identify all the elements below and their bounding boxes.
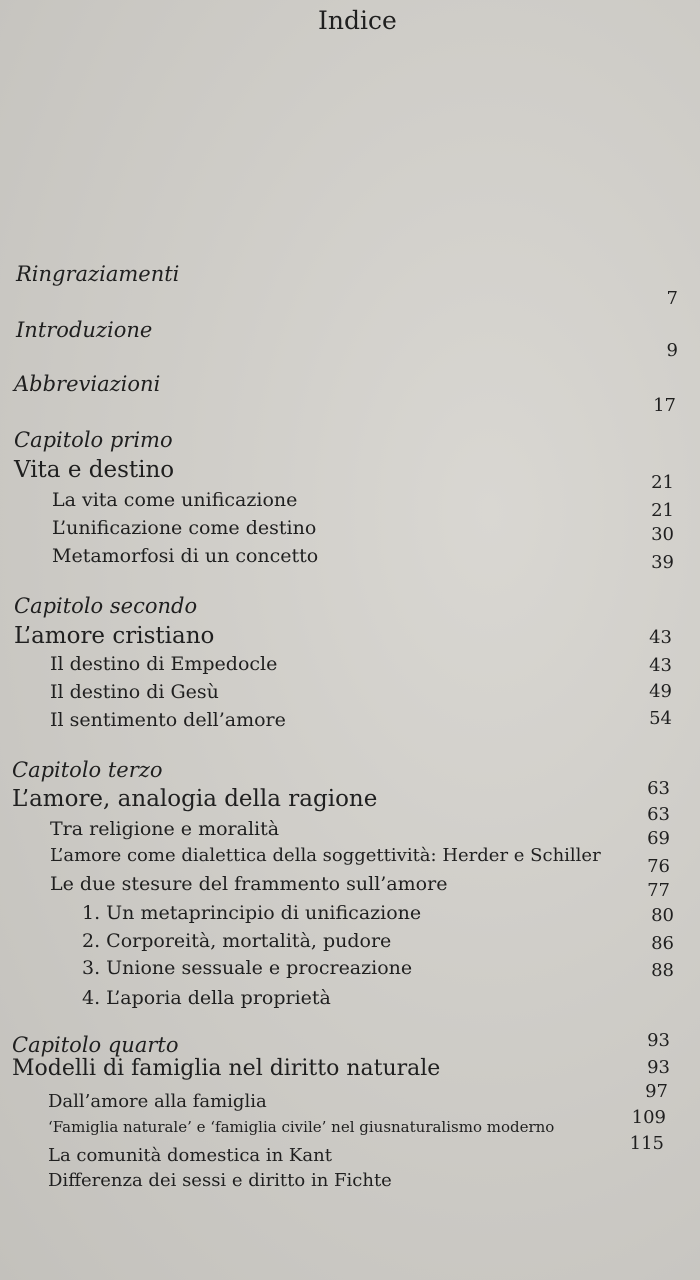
chapter-title: Vita e destino — [14, 457, 175, 483]
section-entry: L’unificazione come destino — [52, 517, 317, 539]
page-number: 39 — [651, 552, 674, 573]
chapter-kicker: Capitolo terzo — [12, 758, 163, 782]
page-number: 43 — [649, 627, 672, 648]
section-entry: Differenza dei sessi e diritto in Fichte — [48, 1170, 392, 1191]
section-entry: L’amore come dialettica della soggettività: Herder e Schiller — [50, 845, 601, 866]
chapter-kicker: Capitolo primo — [14, 428, 173, 452]
page-number: 115 — [629, 1133, 664, 1154]
chapter-title: Modelli di famiglia nel diritto naturale — [12, 1056, 441, 1081]
page-number: 80 — [651, 905, 674, 926]
chapter-kicker: Capitolo quarto — [12, 1033, 179, 1057]
page-number: 63 — [647, 804, 670, 825]
page-number: 93 — [647, 1057, 670, 1078]
section-entry: La vita come unificazione — [52, 489, 298, 511]
page-number: 21 — [651, 472, 674, 493]
page-number: 76 — [647, 856, 670, 877]
page-number: 30 — [651, 524, 674, 545]
page-number: 88 — [651, 960, 674, 981]
section-entry: Metamorfosi di un concetto — [52, 545, 319, 567]
section-entry: Le due stesure del frammento sull’amore — [50, 873, 448, 895]
page-number: 7 — [666, 288, 678, 309]
page-number: 109 — [631, 1107, 666, 1128]
chapter-title: L’amore cristiano — [14, 623, 215, 649]
chapter-kicker: Capitolo secondo — [14, 594, 198, 618]
subsection-entry: 3. Unione sessuale e procreazione — [82, 957, 413, 979]
page-number: 43 — [649, 655, 672, 676]
section-entry: La comunità domestica in Kant — [48, 1145, 332, 1166]
page-number: 77 — [647, 880, 670, 901]
page-number: 9 — [666, 340, 678, 361]
page-number: 69 — [647, 828, 670, 849]
chapter-title: L’amore, analogia della ragione — [12, 786, 378, 812]
page-number: 86 — [651, 933, 674, 954]
page-number: 17 — [653, 395, 676, 416]
section-entry: Il destino di Empedocle — [50, 653, 278, 675]
section-entry: Tra religione e moralità — [50, 818, 280, 840]
page-number: 54 — [649, 708, 672, 729]
section-entry: Dall’amore alla famiglia — [48, 1091, 267, 1112]
subsection-entry: 2. Corporeità, mortalità, pudore — [82, 930, 392, 952]
page-number: 97 — [645, 1081, 668, 1102]
section-entry: ‘Famiglia naturale’ e ‘famiglia civile’ nel giusnaturalismo moderno — [48, 1118, 555, 1136]
page-number: 21 — [651, 500, 674, 521]
subsection-entry: 1. Un metaprincipio di unificazione — [82, 902, 422, 924]
toc-entry-introduzione: Introduzione — [16, 318, 153, 342]
page-number: 93 — [647, 1030, 670, 1051]
section-entry: Il destino di Gesù — [50, 681, 219, 703]
toc-entry-abbreviazioni: Abbreviazioni — [14, 372, 161, 396]
page-title: Indice — [318, 6, 397, 35]
page-number: 63 — [647, 778, 670, 799]
subsection-entry: 4. L’aporia della proprietà — [82, 987, 331, 1009]
section-entry: Il sentimento dell’amore — [50, 709, 286, 731]
toc-entry-ringraziamenti: Ringraziamenti — [16, 262, 180, 286]
page-number: 49 — [649, 681, 672, 702]
